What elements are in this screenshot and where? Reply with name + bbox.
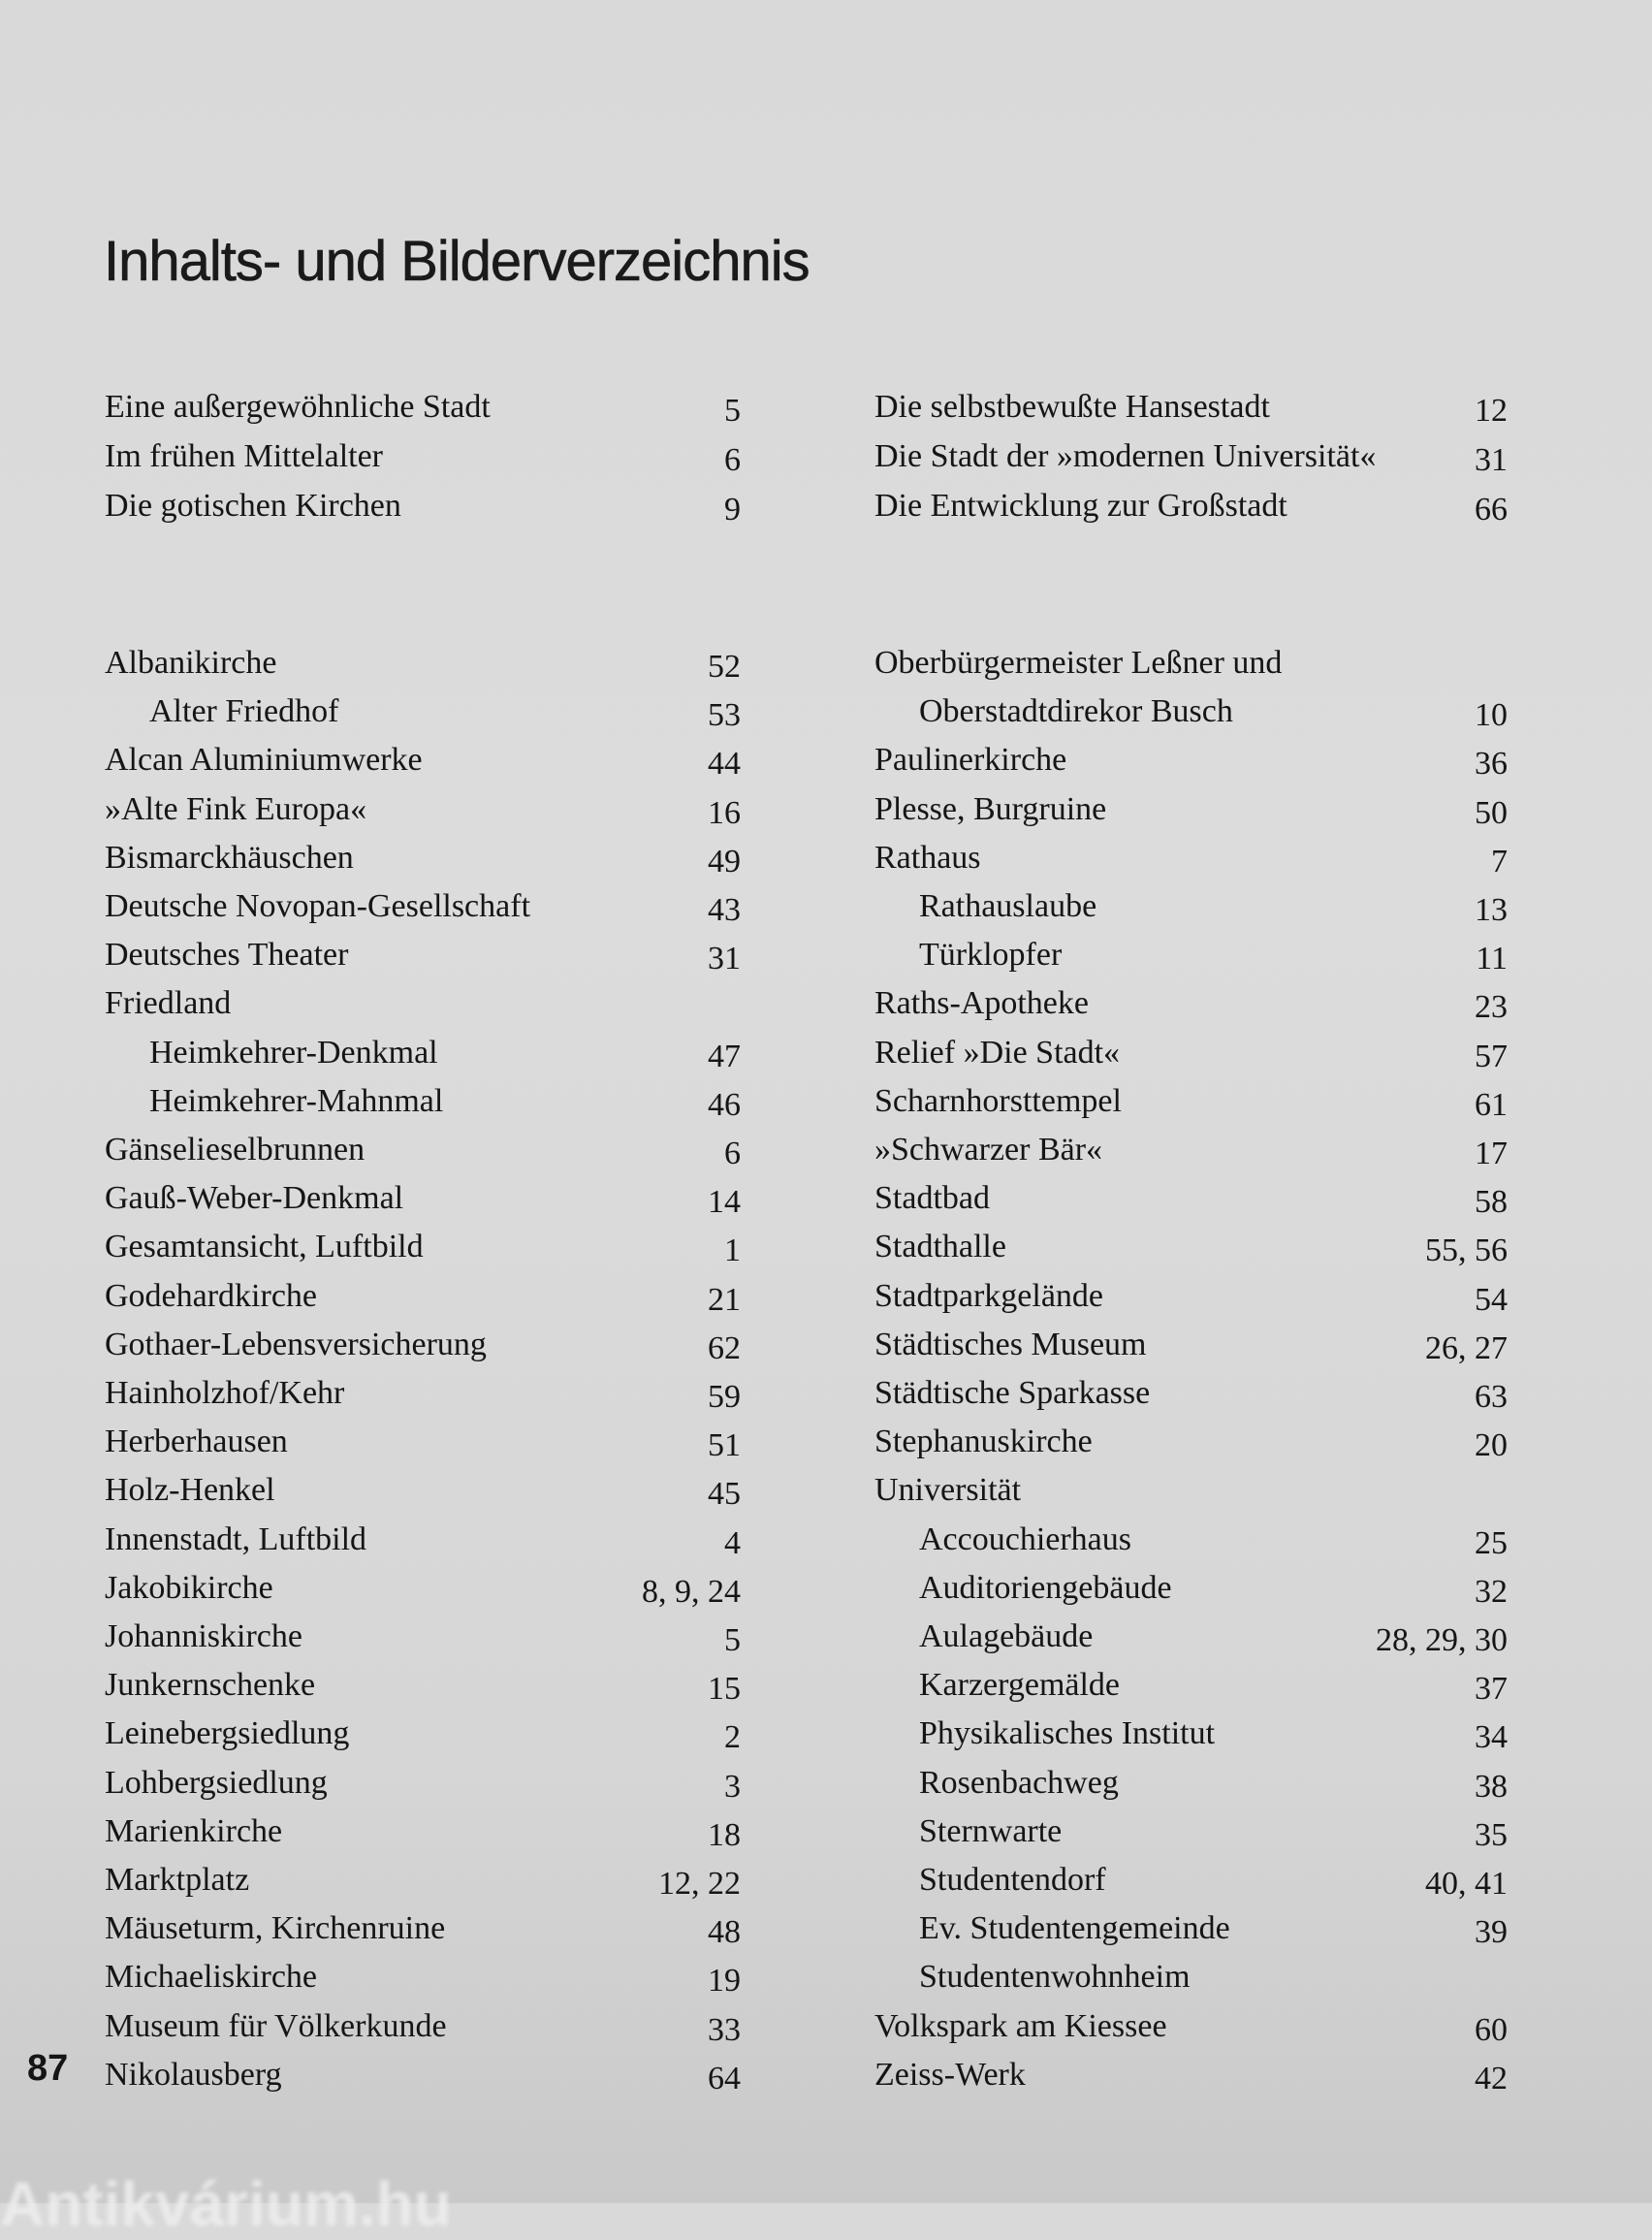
entry-page: 12, 22 <box>658 1866 741 1902</box>
page-title: Inhalts- und Bilderverzeichnis <box>104 230 810 293</box>
index-entry <box>874 883 1508 930</box>
index-entry <box>874 640 1508 687</box>
chapter-entry <box>874 384 1508 431</box>
index-entry <box>105 1224 741 1270</box>
entry-label: Marienkirche <box>105 1812 283 1849</box>
entry-label: Städtische Sparkasse <box>874 1375 1151 1411</box>
entry-page: 36 <box>1475 746 1508 783</box>
entry-page: 66 <box>1475 492 1508 528</box>
entry-page: 51 <box>708 1427 741 1464</box>
index-entry <box>105 1370 741 1417</box>
index-entry <box>874 1857 1508 1904</box>
watermark: Antikvárium.hu <box>0 2169 452 2239</box>
entry-label: Stadtparkgelände <box>874 1277 1104 1314</box>
entry-label: Accouchierhaus <box>919 1520 1132 1557</box>
index-entry <box>874 1565 1508 1612</box>
entry-page: 31 <box>1475 442 1508 478</box>
entry-label: Ev. Studentengemeinde <box>919 1910 1230 1947</box>
index-entry <box>105 786 741 833</box>
entry-label: Eine außergewöhnliche Stadt <box>105 389 491 425</box>
entry-page: 62 <box>708 1329 741 1366</box>
chapter-entry <box>874 433 1508 480</box>
entry-page: 35 <box>1475 1816 1508 1853</box>
entry-page: 52 <box>708 649 741 685</box>
index-entry <box>874 1322 1508 1368</box>
entry-page: 49 <box>708 843 741 880</box>
entry-page: 17 <box>1475 1136 1508 1171</box>
index-entry <box>874 786 1508 833</box>
entry-page: 12 <box>1475 393 1508 429</box>
index-entry <box>874 2052 1508 2098</box>
entry-page: 2 <box>724 1719 741 1756</box>
entry-label: Godehardkirche <box>105 1277 318 1314</box>
entry-label: Jakobikirche <box>105 1569 273 1606</box>
entry-label: Physikalisches Institut <box>919 1715 1216 1752</box>
index-entry <box>874 688 1508 735</box>
entry-page: 42 <box>1475 2060 1508 2096</box>
entry-page: 40, 41 <box>1425 1866 1508 1902</box>
entry-page: 43 <box>708 892 741 928</box>
entry-page: 19 <box>708 1963 741 2000</box>
index-entry <box>105 883 741 930</box>
index-entry <box>105 737 741 784</box>
index-entry <box>874 1808 1508 1855</box>
index-entry <box>105 1565 741 1612</box>
entry-label: Leinebergsiedlung <box>105 1715 350 1752</box>
entry-page: 14 <box>708 1184 741 1221</box>
entry-label: Hainholzhof/Kehr <box>105 1375 345 1411</box>
entry-label: Plesse, Burgruine <box>874 790 1107 827</box>
entry-label: Junkernschenke <box>105 1667 316 1704</box>
entry-label: Lohbergsiedlung <box>105 1764 328 1801</box>
entry-page: 20 <box>1475 1427 1508 1464</box>
entry-page: 53 <box>708 697 741 734</box>
entry-page: 46 <box>708 1086 741 1123</box>
entry-label: Marktplatz <box>105 1862 250 1898</box>
entry-label: Heimkehrer-Mahnmal <box>149 1082 444 1119</box>
entry-page: 45 <box>708 1476 741 1513</box>
index-entry <box>105 1711 741 1757</box>
index-entry <box>874 1711 1508 1757</box>
entry-label: Mäuseturm, Kirchenruine <box>105 1910 446 1947</box>
entry-label: Volkspark am Kiessee <box>874 2007 1167 2044</box>
index-entry <box>874 1078 1508 1125</box>
index-entry <box>874 1224 1508 1270</box>
chapter-entry <box>105 384 741 431</box>
chapter-entry <box>105 433 741 480</box>
index-entry <box>105 980 741 1027</box>
entry-label: Friedland <box>105 985 232 1022</box>
entry-label: Gauß-Weber-Denkmal <box>105 1180 404 1217</box>
entry-label: Alter Friedhof <box>149 693 339 730</box>
entry-page: 60 <box>1475 2011 1508 2048</box>
index-entry <box>105 1175 741 1222</box>
entry-label: Studentenwohnheim <box>919 1959 1191 1996</box>
entry-label: Deutsche Novopan-Gesellschaft <box>105 888 531 924</box>
index-entry <box>105 1419 741 1465</box>
entry-page: 47 <box>708 1038 741 1074</box>
entry-page: 55, 56 <box>1425 1232 1508 1269</box>
entry-label: Karzergemälde <box>919 1667 1121 1704</box>
index-entry <box>105 1078 741 1125</box>
index-entry <box>874 1905 1508 1952</box>
entry-label: Türklopfer <box>919 937 1063 974</box>
entry-label: Nikolausberg <box>105 2056 282 2093</box>
index-entry <box>874 1614 1508 1660</box>
entry-page: 59 <box>708 1379 741 1415</box>
chapter-entry <box>874 483 1508 529</box>
entry-page: 7 <box>1491 843 1508 880</box>
index-entry <box>105 835 741 881</box>
entry-page: 50 <box>1475 794 1508 831</box>
entry-label: Stadthalle <box>874 1229 1006 1265</box>
entry-label: Raths-Apotheke <box>874 985 1089 1022</box>
entry-page: 9 <box>724 492 741 528</box>
entry-page: 39 <box>1475 1914 1508 1951</box>
index-entry <box>105 1127 741 1173</box>
index-entry <box>874 1030 1508 1076</box>
index-entry <box>105 932 741 978</box>
entry-page: 57 <box>1475 1038 1508 1074</box>
entry-page: 44 <box>708 746 741 783</box>
entry-page: 5 <box>724 393 741 429</box>
entry-label: Gänselieselbrunnen <box>105 1132 365 1168</box>
entry-label: Oberbürgermeister Leßner und <box>874 645 1283 681</box>
entry-page: 63 <box>1475 1379 1508 1415</box>
entry-page: 15 <box>708 1671 741 1708</box>
index-entry <box>105 1760 741 1807</box>
index-entry <box>874 980 1508 1027</box>
page-number: 87 <box>27 2048 69 2089</box>
index-entry <box>874 2003 1508 2050</box>
entry-label: Oberstadtdirekor Busch <box>919 693 1233 730</box>
entry-label: Aulagebäude <box>919 1618 1094 1654</box>
index-entry <box>105 640 741 687</box>
chapter-entry <box>105 483 741 529</box>
entry-page: 13 <box>1475 892 1508 928</box>
entry-label: Deutsches Theater <box>105 937 349 974</box>
entry-label: Gothaer-Lebensversicherung <box>105 1326 487 1362</box>
entry-label: Johanniskirche <box>105 1618 302 1654</box>
index-entry <box>105 1614 741 1660</box>
entry-label: Studentendorf <box>919 1862 1106 1898</box>
entry-label: Relief »Die Stadt« <box>874 1034 1121 1071</box>
entry-page: 26, 27 <box>1425 1329 1508 1366</box>
entry-label: Rosenbachweg <box>919 1764 1119 1801</box>
entry-page: 28, 29, 30 <box>1376 1622 1508 1658</box>
entry-label: Rathauslaube <box>919 888 1097 924</box>
entry-page: 54 <box>1475 1281 1508 1318</box>
index-entry <box>105 2052 741 2098</box>
index-entry <box>105 1322 741 1368</box>
entry-label: Auditoriengebäude <box>919 1569 1172 1606</box>
entry-page: 64 <box>708 2060 741 2096</box>
entry-page: 5 <box>724 1622 741 1658</box>
entry-page: 6 <box>724 442 741 478</box>
entry-label: Bismarckhäuschen <box>105 839 354 876</box>
index-entry <box>105 1905 741 1952</box>
entry-label: Heimkehrer-Denkmal <box>149 1034 438 1071</box>
entry-page: 16 <box>708 794 741 831</box>
entry-page: 61 <box>1475 1086 1508 1123</box>
entry-label: Im frühen Mittelalter <box>105 438 384 474</box>
index-entry <box>874 1662 1508 1709</box>
entry-label: Michaeliskirche <box>105 1959 318 1996</box>
entry-page: 25 <box>1475 1524 1508 1561</box>
entry-label: »Schwarzer Bär« <box>874 1132 1103 1168</box>
entry-page: 10 <box>1475 697 1508 734</box>
index-entry <box>105 1030 741 1076</box>
entry-label: Museum für Völkerkunde <box>105 2007 447 2044</box>
index-entry <box>874 932 1508 978</box>
entry-label: Scharnhorsttempel <box>874 1082 1122 1119</box>
entry-page: 38 <box>1475 1768 1508 1805</box>
entry-label: Universität <box>874 1472 1022 1509</box>
entry-page: 6 <box>724 1136 741 1171</box>
entry-label: »Alte Fink Europa« <box>105 790 367 827</box>
entry-label: Die Stadt der »modernen Universität« <box>874 438 1377 474</box>
entry-page: 11 <box>1476 941 1508 977</box>
index-entry <box>105 1662 741 1709</box>
entry-page: 31 <box>708 941 741 977</box>
entry-page: 8, 9, 24 <box>642 1573 741 1610</box>
entry-label: Gesamtansicht, Luftbild <box>105 1229 424 1265</box>
entry-page: 23 <box>1475 989 1508 1026</box>
index-entry <box>105 1273 741 1320</box>
entry-page: 18 <box>708 1816 741 1853</box>
index-entry <box>105 1808 741 1855</box>
index-entry <box>874 835 1508 881</box>
entry-page: 3 <box>724 1768 741 1805</box>
index-entry <box>105 1857 741 1904</box>
entry-label: Innenstadt, Luftbild <box>105 1520 367 1557</box>
entry-page: 1 <box>724 1232 741 1269</box>
index-entry <box>105 1467 741 1514</box>
index-entry <box>105 2003 741 2050</box>
entry-label: Städtisches Museum <box>874 1326 1147 1362</box>
entry-label: Die gotischen Kirchen <box>105 488 401 524</box>
index-entry <box>105 1517 741 1563</box>
index-entry <box>874 1127 1508 1173</box>
index-entry <box>874 737 1508 784</box>
entry-label: Sternwarte <box>919 1812 1063 1849</box>
index-entry <box>874 1370 1508 1417</box>
index-entry <box>874 1954 1508 2000</box>
entry-label: Die selbstbewußte Hansestadt <box>874 389 1270 425</box>
entry-label: Stadtbad <box>874 1180 990 1217</box>
entry-page: 48 <box>708 1914 741 1951</box>
entry-label: Rathaus <box>874 839 981 876</box>
entry-label: Holz-Henkel <box>105 1472 275 1509</box>
entry-label: Albanikirche <box>105 645 277 681</box>
entry-page: 58 <box>1475 1184 1508 1221</box>
entry-label: Zeiss-Werk <box>874 2056 1026 2093</box>
entry-page: 21 <box>708 1281 741 1318</box>
entry-label: Herberhausen <box>105 1424 288 1460</box>
entry-page: 34 <box>1475 1719 1508 1756</box>
entry-label: Paulinerkirche <box>874 742 1067 779</box>
index-entry <box>874 1517 1508 1563</box>
index-entry <box>874 1467 1508 1514</box>
index-entry <box>874 1419 1508 1465</box>
entry-label: Alcan Aluminiumwerke <box>105 742 423 779</box>
entry-page: 33 <box>708 2011 741 2048</box>
entry-page: 32 <box>1475 1573 1508 1610</box>
entry-label: Stephanuskirche <box>874 1424 1093 1460</box>
index-entry <box>105 688 741 735</box>
index-entry <box>874 1175 1508 1222</box>
index-entry <box>874 1273 1508 1320</box>
entry-label: Die Entwicklung zur Großstadt <box>874 488 1287 524</box>
entry-page: 37 <box>1475 1671 1508 1708</box>
index-entry <box>874 1760 1508 1807</box>
entry-page: 4 <box>724 1524 741 1561</box>
index-entry <box>105 1954 741 2000</box>
